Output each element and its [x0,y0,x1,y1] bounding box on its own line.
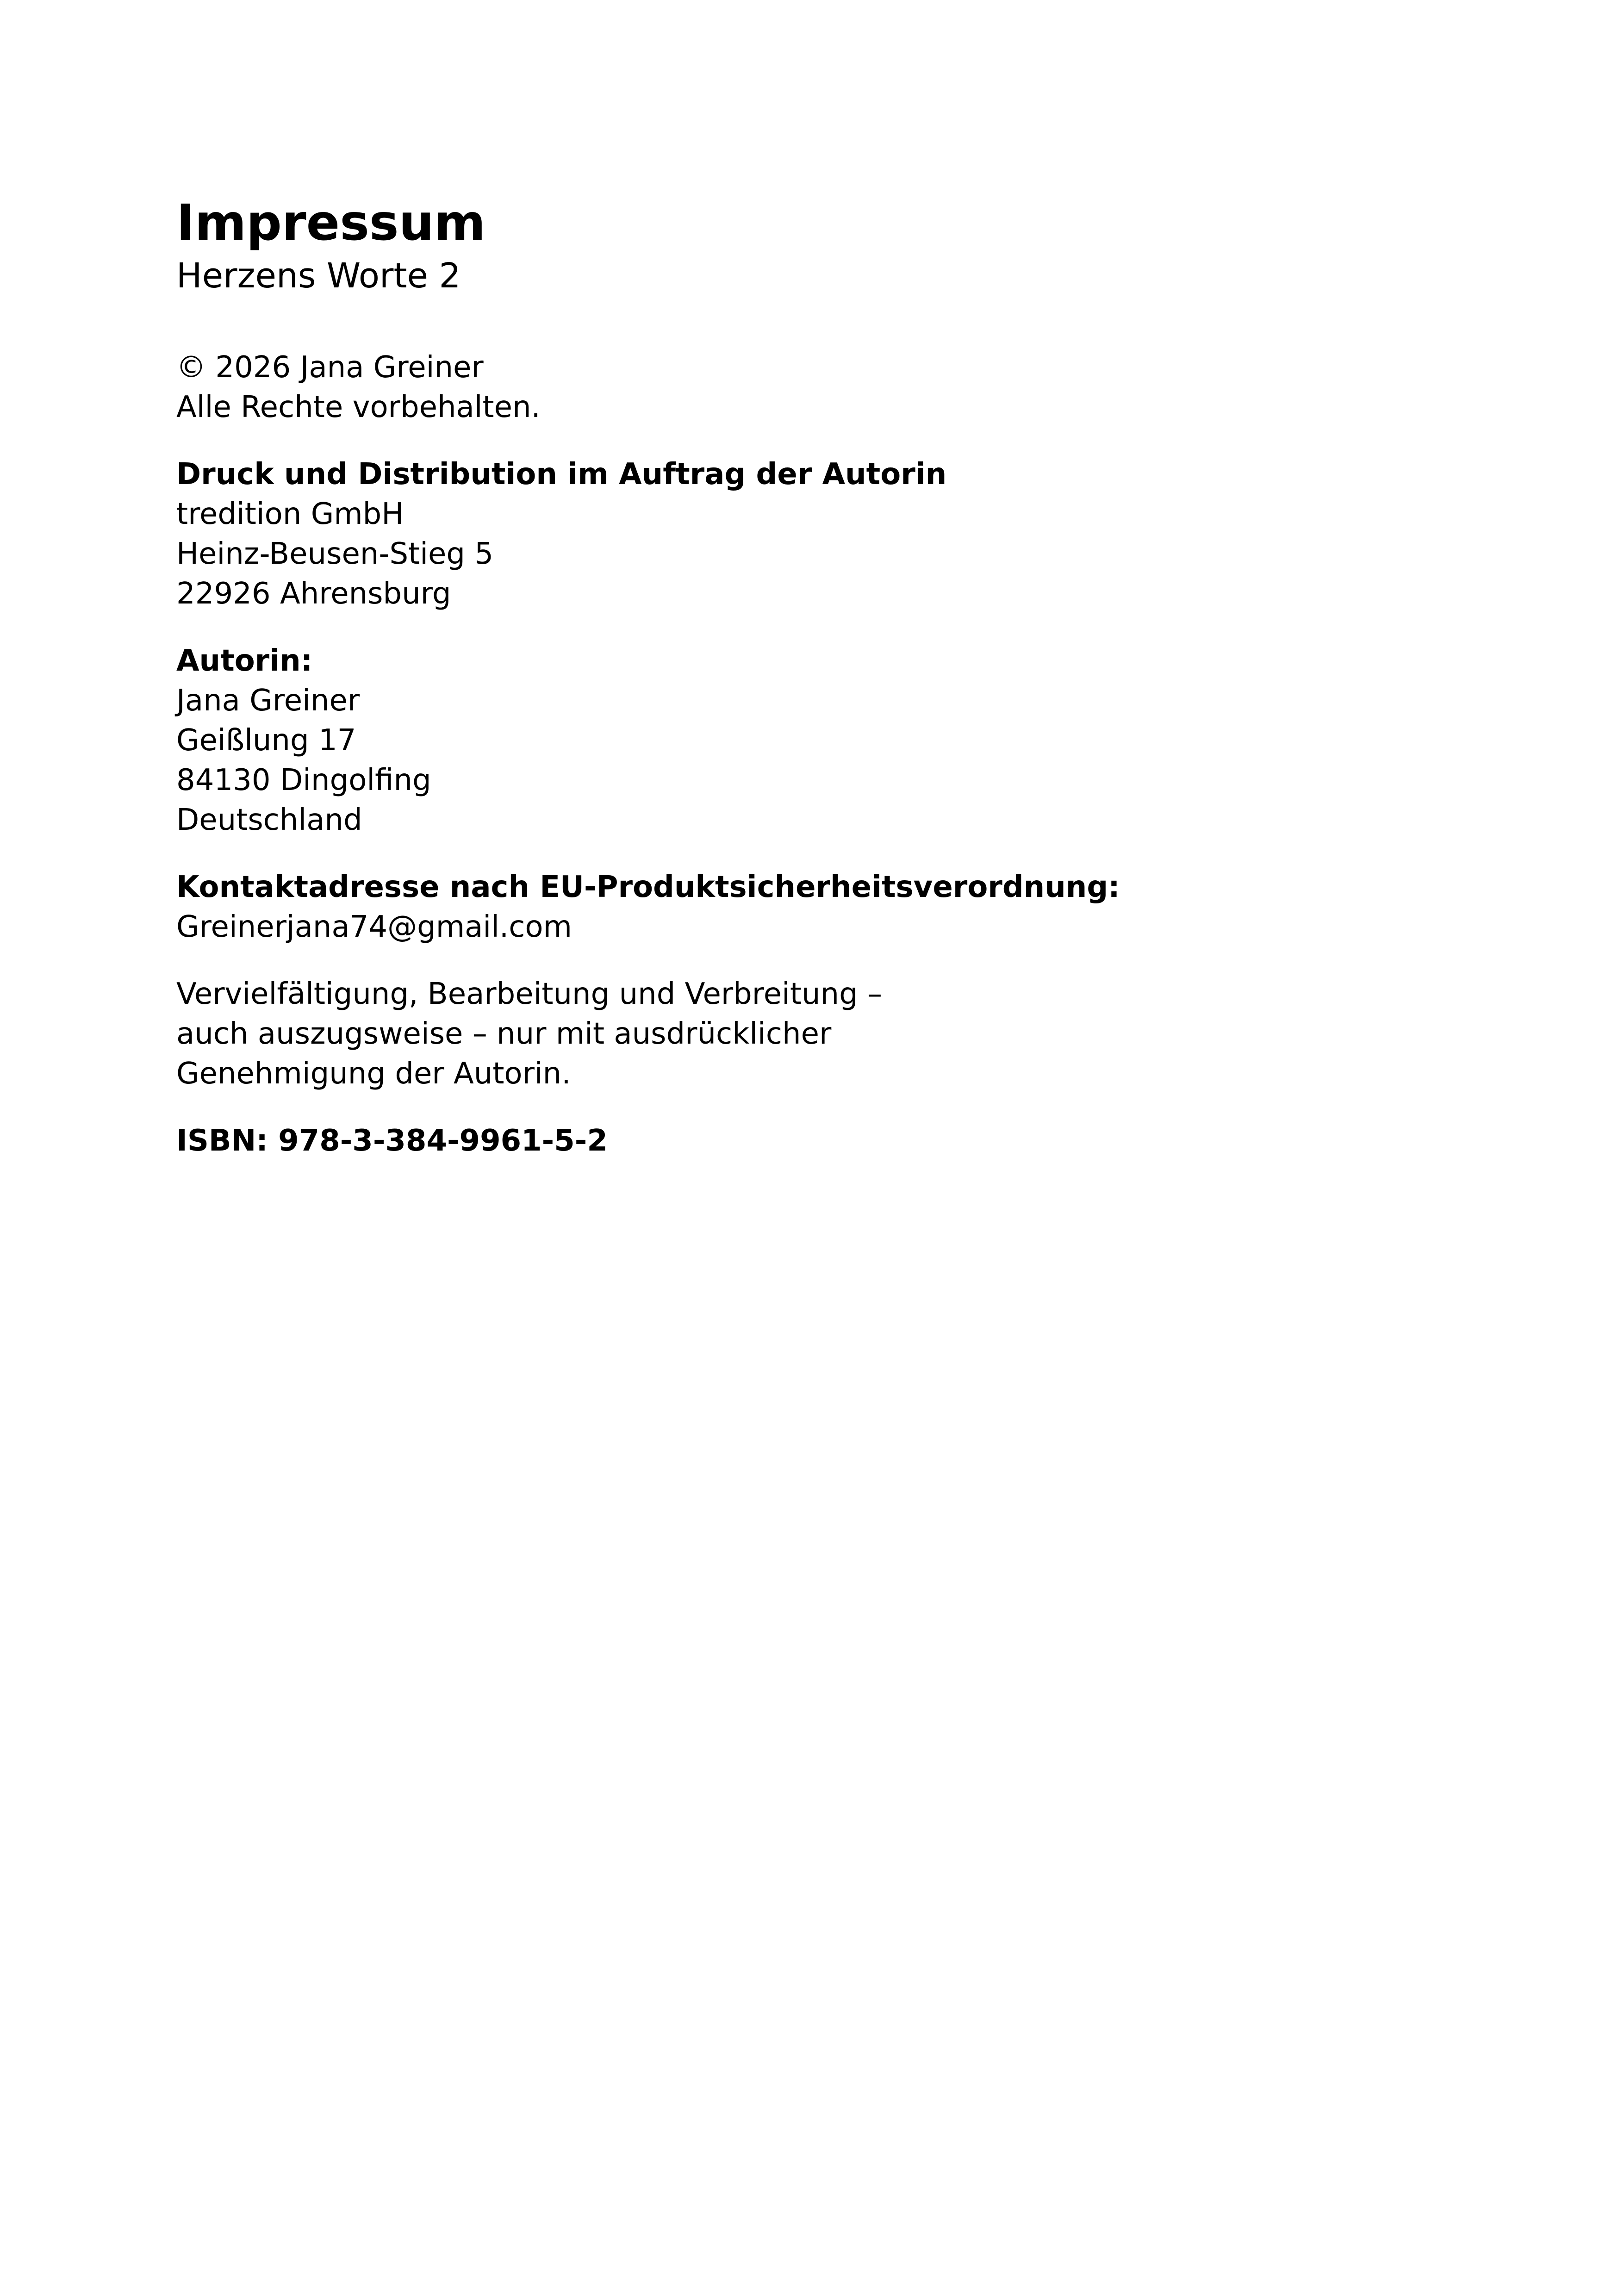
contact-block [176,867,1518,947]
author-street: Geißlung 17 [176,723,356,758]
rights-line-2: auch auszugsweise – nur mit ausdrücklicher [176,1017,832,1052]
impressum-content [176,193,1518,1161]
rights-block [176,974,1518,1094]
distribution-street: Heinz-Beusen-Stieg 5 [176,537,494,572]
isbn-block [176,1121,1518,1161]
author-heading: Autorin: [176,644,313,678]
author-country: Deutschland [176,803,362,838]
author-name: Jana Greiner [176,684,360,718]
distribution-block [176,454,1518,614]
rights-reserved: Alle Rechte vorbehalten. [176,390,541,425]
contact-heading: Kontaktadresse nach EU-Produktsicherheitsverordnung: [176,870,1120,905]
distribution-heading: Druck und Distribution im Auftrag der Autorin [176,457,947,492]
author-block [176,641,1518,840]
contact-email: Greinerjana74@gmail.com [176,910,572,945]
rights-line-3: Genehmigung der Autorin. [176,1057,571,1091]
book-subtitle: Herzens Worte 2 [176,256,461,296]
page-title: Impressum [176,194,486,252]
copyright-notice: © 2026 Jana Greiner [176,350,484,385]
author-city: 84130 Dingolfing [176,763,431,798]
copyright-block [176,348,1518,427]
distribution-company: tredition GmbH [176,497,404,532]
isbn: ISBN: 978-3-384-9961-5-2 [176,1124,608,1158]
rights-line-1: Vervielfältigung, Bearbeitung und Verbreitung – [176,977,883,1012]
distribution-city: 22926 Ahrensburg [176,577,451,611]
